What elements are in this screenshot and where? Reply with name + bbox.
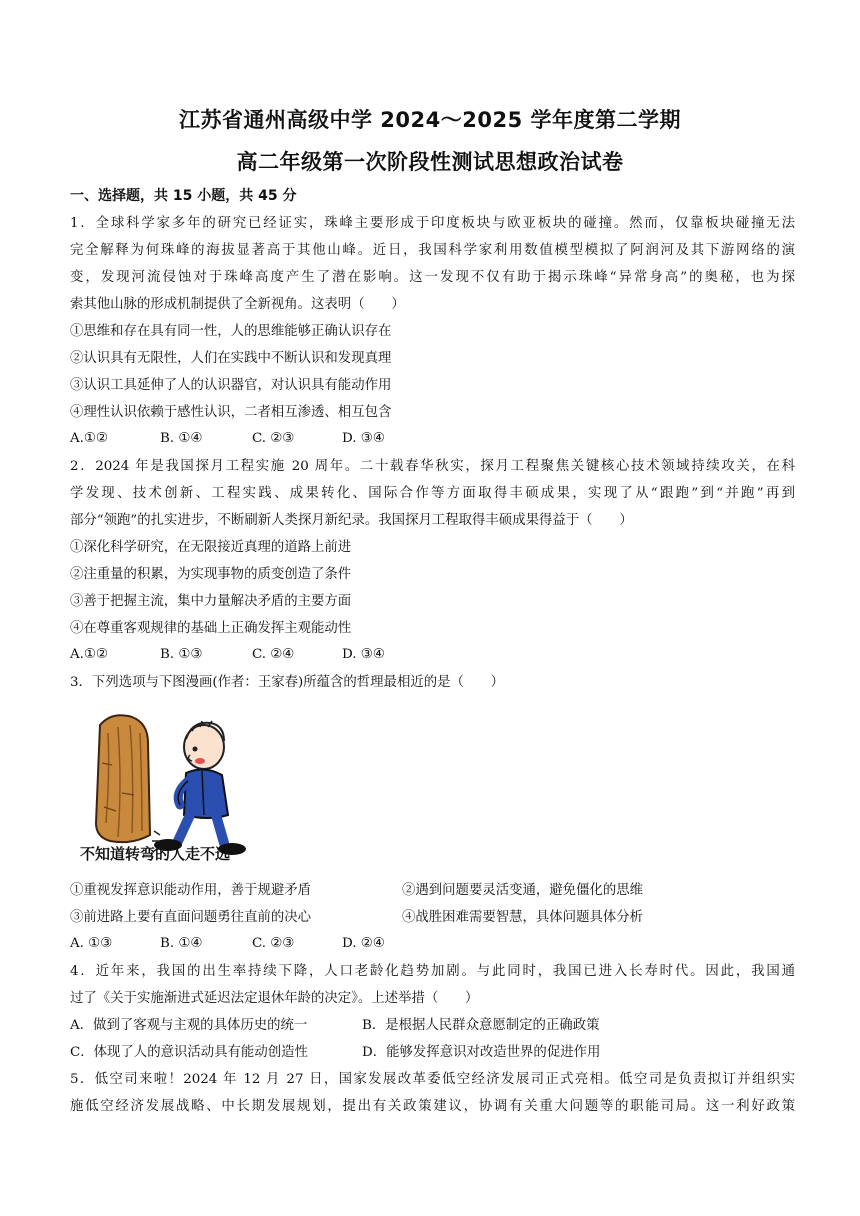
- q3-option-b: B. ①④: [160, 936, 203, 951]
- q3-option-c: C. ②③: [252, 936, 295, 951]
- q4-stem-line: 过了《关于实施渐进式延迟法定退休年龄的决定》。上述举措（ ）: [70, 991, 479, 1006]
- exam-title-line1: 江苏省通州高级中学 2024～2025 学年度第二学期: [178, 108, 681, 132]
- q1-option-c: C. ②③: [252, 431, 295, 446]
- q3-item: ②遇到问题要灵活变通，避免僵化的思维: [402, 883, 644, 898]
- q4-option-b: B．是根据人民群众意愿制定的正确政策: [362, 1018, 600, 1033]
- q1-item: ③认识工具延伸了人的认识器官，对认识具有能动作用: [70, 378, 392, 393]
- q2-option-c: C. ②④: [252, 647, 295, 662]
- walking-man-illustration: [152, 721, 246, 855]
- q1-option-d: D. ③④: [342, 431, 385, 446]
- q2-item: ①深化科学研究，在无限接近真理的道路上前进: [70, 540, 352, 555]
- q3-item: ③前进路上要有直面问题勇往直前的决心: [70, 910, 312, 925]
- q1-option-b: B. ①④: [160, 431, 203, 446]
- q3-item: ④战胜困难需要智慧，具体问题具体分析: [402, 910, 644, 925]
- q4-option-d: D．能够发挥意识对改造世界的促进作用: [362, 1045, 601, 1060]
- section-heading: 一、选择题，共 15 小题，共 45 分: [70, 188, 297, 204]
- q3-option-d: D. ②④: [342, 936, 385, 951]
- q3-option-a: A. ①③: [70, 936, 113, 951]
- q1-option-a: A.①②: [70, 431, 108, 446]
- q2-option-b: B. ①③: [160, 647, 203, 662]
- q2-stem-line: 2．2024 年是我国探月工程实施 20 周年。二十载春华秋实，探月工程聚焦关键核心技术领域持续攻关，在科: [70, 459, 795, 474]
- q1-item: ①思维和存在具有同一性，人的思维能够正确认识存在: [70, 324, 392, 339]
- q3-options: [70, 936, 385, 951]
- q2-option-d: D. ③④: [342, 647, 385, 662]
- exam-title-line2: 高二年级第一次阶段性测试思想政治试卷: [236, 150, 624, 174]
- q3-stem: 3．下列选项与下图漫画(作者：王家春)所蕴含的哲理最相近的是（ ）: [70, 675, 505, 690]
- q1-options: [70, 431, 385, 446]
- q1-stem-line: 1．全球科学家多年的研究已经证实，珠峰主要形成于印度板块与欧亚板块的碰撞。然而，仅靠板块碰撞无法: [70, 216, 795, 231]
- q1-stem-line: 变，发现河流侵蚀对于珠峰高度产生了潜在影响。这一发现不仅有助于揭示珠峰“异常身高”的奥秘，也为探: [70, 270, 795, 285]
- q5-stem-line: 5．低空司来啦！2024 年 12 月 27 日，国家发展改革委低空经济发展司正式亮相。低空司是负责拟订并组织实: [70, 1072, 795, 1087]
- q1-stem-line: 索其他山脉的形成机制提供了全新视角。这表明（ ）: [70, 297, 405, 312]
- q4-option-c: C．体现了人的意识活动具有能动创造性: [70, 1045, 308, 1060]
- wall-pillar-illustration: [96, 715, 150, 842]
- q3-item: ①重视发挥意识能动作用，善于规避矛盾: [70, 883, 312, 898]
- q2-item: ④在尊重客观规律的基础上正确发挥主观能动性: [70, 621, 352, 636]
- q2-stem-line: 学发现、技术创新、工程实践、成果转化、国际合作等方面取得丰硕成果，实现了从“跟跑”到“并跑”再到: [70, 486, 795, 501]
- q2-item: ③善于把握主流，集中力量解决矛盾的主要方面: [70, 594, 352, 609]
- q1-item: ②认识具有无限性，人们在实践中不断认识和发现真理: [70, 351, 392, 366]
- q5-stem-line: 施低空经济发展战略、中长期发展规划，提出有关政策建议，协调有关重大问题等的职能司局。这一利好政策: [70, 1099, 795, 1114]
- q2-option-a: A.①②: [70, 647, 108, 662]
- q1-item: ④理性认识依赖于感性认识，二者相互渗透、相互包含: [70, 405, 392, 420]
- cartoon-image: [82, 703, 257, 863]
- q4-stem-line: 4．近年来，我国的出生率持续下降，人口老龄化趋势加剧。与此同时，我国已进入长寿时代。因此，我国通: [70, 964, 795, 979]
- q2-options: [70, 647, 385, 662]
- q4-option-a: A．做到了客观与主观的具体历史的统一: [70, 1018, 308, 1033]
- cartoon-caption: 不知道转弯的人走不远: [80, 845, 231, 863]
- q2-stem-line: 部分“领跑”的扎实进步，不断刷新人类探月新纪录。我国探月工程取得丰硕成果得益于（ ）: [70, 513, 633, 528]
- q2-item: ②注重量的积累，为实现事物的质变创造了条件: [70, 567, 352, 582]
- q1-stem-line: 完全解释为何珠峰的海拔显著高于其他山峰。近日，我国科学家利用数值模型模拟了阿润河及其下游网络的演: [70, 243, 795, 258]
